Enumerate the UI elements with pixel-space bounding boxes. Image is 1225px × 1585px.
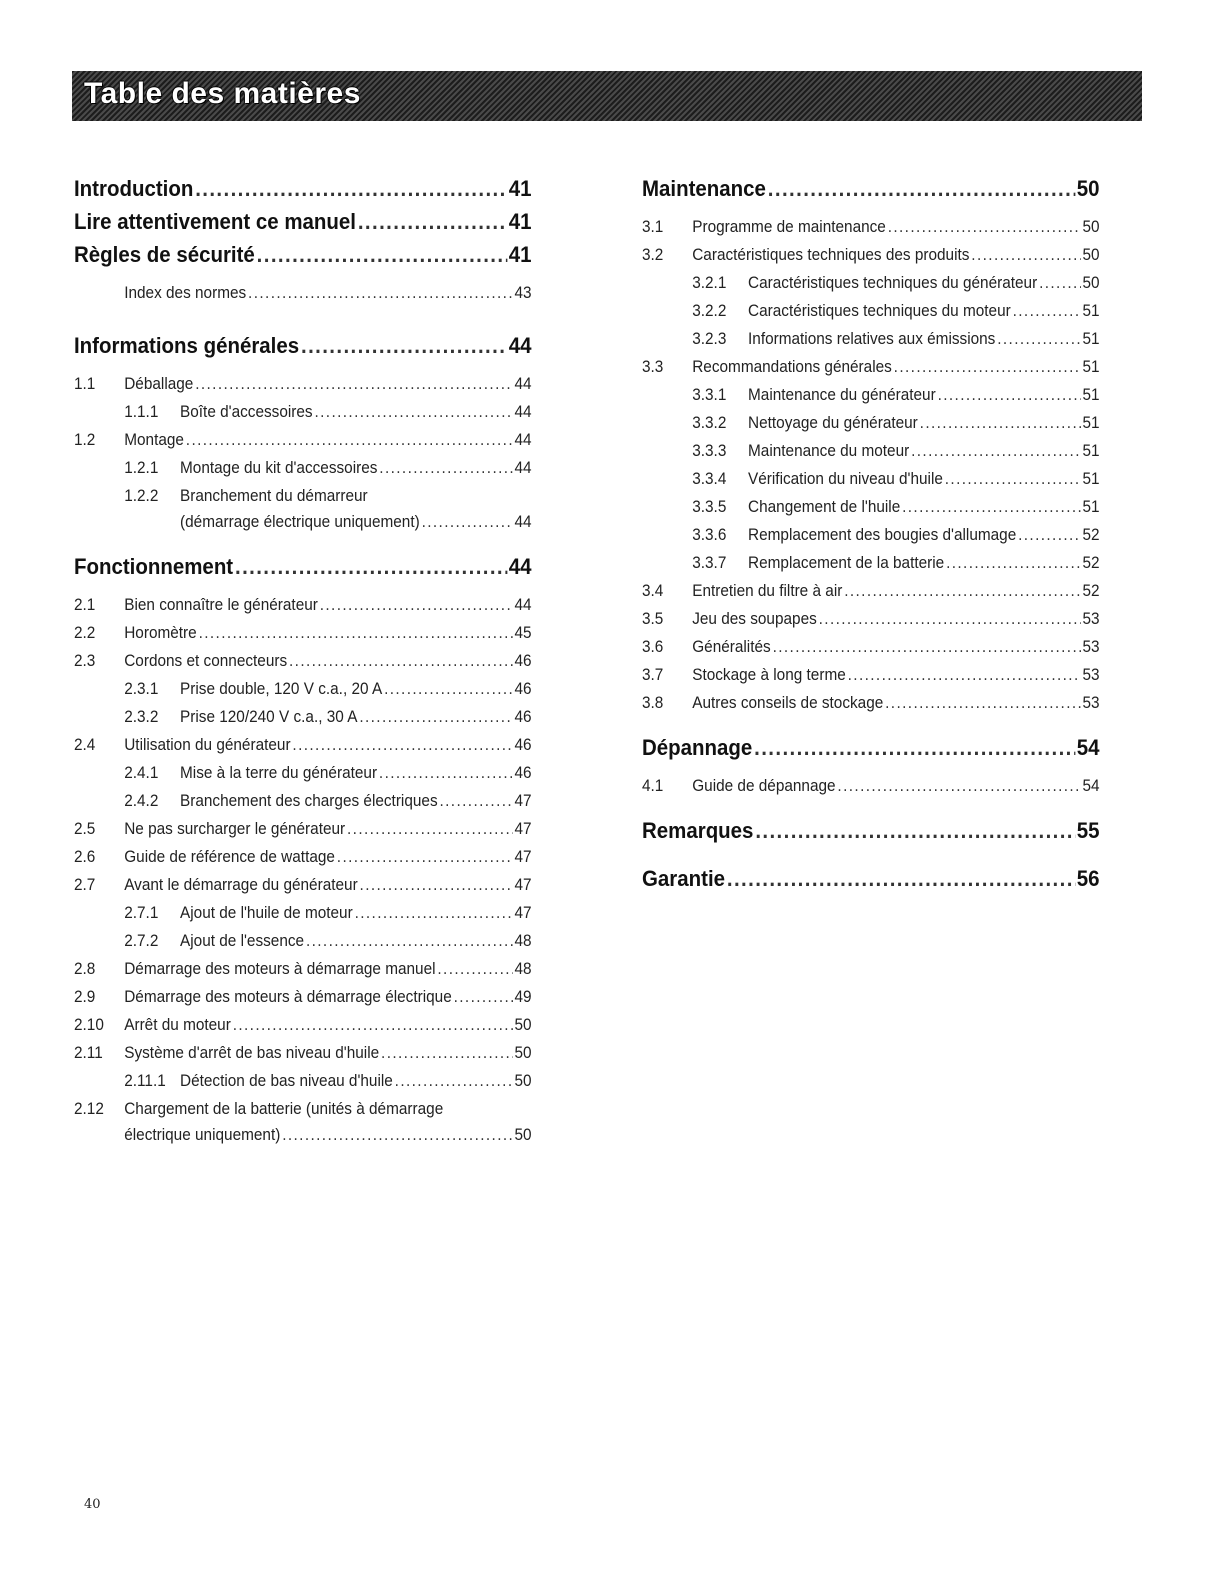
toc-entry[interactable]: [74, 783, 532, 811]
toc-entry-number: 2.11: [74, 1044, 103, 1062]
toc-entry-title: Règles de sécurité: [74, 242, 255, 267]
toc-leader-dots: [381, 1043, 513, 1063]
toc-entry-title: (démarrage électrique uniquement): [180, 513, 420, 531]
toc-entry-page: 49: [514, 988, 532, 1006]
toc-entry[interactable]: [74, 1035, 532, 1063]
toc-entry-number: 1.1.1: [124, 403, 159, 421]
toc-entry[interactable]: [74, 478, 532, 506]
toc-entry[interactable]: [74, 450, 532, 478]
toc-entry[interactable]: [642, 349, 1100, 377]
toc-leader-dots: [1039, 273, 1081, 293]
toc-leader-dots: [911, 441, 1081, 461]
toc-entry-title: Guide de dépannage: [692, 777, 836, 795]
toc-leader-dots: [395, 1071, 513, 1091]
toc-entry-number: 3.3.7: [692, 554, 727, 572]
toc-entry-title: Généralités: [692, 638, 771, 656]
toc-entry-page: 50: [514, 1126, 532, 1144]
toc-entry-page: 47: [514, 876, 532, 894]
toc-entry[interactable]: [74, 615, 532, 643]
toc-entry-title: Démarrage des moteurs à démarrage manuel: [124, 960, 436, 978]
toc-leader-dots: [257, 242, 507, 268]
toc-entry-number: 3.6: [642, 638, 664, 656]
toc-entry-title: Déballage: [124, 375, 194, 393]
toc-entry[interactable]: [642, 573, 1100, 601]
toc-leader-dots: [920, 413, 1081, 433]
toc-entry-number: 2.12: [74, 1100, 104, 1118]
toc-entry-title: Index des normes: [124, 284, 247, 302]
toc-entry[interactable]: [642, 433, 1100, 461]
toc-entry-title: Dépannage: [642, 735, 753, 760]
toc-entry[interactable]: [642, 377, 1100, 405]
toc-entry-title: Utilisation du générateur: [124, 736, 291, 754]
toc-entry-title: Lire attentivement ce manuel: [74, 209, 356, 234]
toc-entry-title: Fonctionnement: [74, 554, 234, 579]
toc-entry-page: 50: [1082, 246, 1100, 264]
toc-leader-dots: [379, 458, 512, 478]
toc-entry-number: 3.4: [642, 582, 664, 600]
toc-entry-page: 51: [1082, 442, 1100, 460]
toc-entry-title: Mise à la terre du générateur: [180, 764, 378, 782]
toc-leader-dots: [768, 176, 1075, 202]
toc-entry-number: 1.2.2: [124, 487, 159, 505]
toc-leader-dots: [422, 512, 513, 532]
toc-entry-lire-manuel[interactable]: [74, 209, 532, 235]
toc-entry-number: 2.3.1: [124, 680, 159, 698]
toc-leader-dots: [248, 283, 513, 303]
toc-entry[interactable]: [642, 237, 1100, 265]
toc-leader-dots: [773, 637, 1081, 657]
toc-leader-dots: [359, 707, 512, 727]
page-number: 40: [84, 1497, 101, 1512]
toc-entry-title: Nettoyage du générateur: [748, 414, 918, 432]
toc-leader-dots: [888, 217, 1081, 237]
toc-entry-page: 45: [514, 624, 532, 642]
toc-entry-title: Programme de maintenance: [692, 218, 886, 236]
toc-entry-title: Bien connaître le générateur: [124, 596, 318, 614]
toc-entry-number: 3.2: [642, 246, 664, 264]
toc-entry-title: Jeu des soupapes: [692, 610, 817, 628]
toc-entry[interactable]: [74, 587, 532, 615]
toc-entry-number: 3.3.1: [692, 386, 727, 404]
toc-entry[interactable]: [642, 517, 1100, 545]
toc-entry-title: Garantie: [642, 866, 726, 891]
toc-entry-number: 2.2: [74, 624, 96, 642]
toc-entry-title: Introduction: [74, 176, 194, 201]
toc-entry-number: 2.4.2: [124, 792, 159, 810]
toc-leader-dots: [235, 554, 507, 580]
toc-entry-number: 2.7.1: [124, 904, 159, 922]
toc-leader-dots: [289, 651, 513, 671]
toc-entry-page: 47: [514, 792, 532, 810]
toc-entry[interactable]: [74, 1091, 532, 1119]
toc-entry-title: Informations relatives aux émissions: [748, 330, 996, 348]
toc-entry-title: Arrêt du moteur: [124, 1016, 231, 1034]
toc-leader-dots: [938, 385, 1081, 405]
toc-entry-title: Remarques: [642, 818, 754, 843]
toc-entry[interactable]: [74, 394, 532, 422]
toc-entry-page: 53: [1082, 638, 1100, 656]
toc-entry[interactable]: [74, 1063, 532, 1091]
toc-entry[interactable]: [642, 768, 1100, 796]
toc-entry-page: 44: [514, 513, 532, 531]
toc-leader-dots: [902, 497, 1081, 517]
toc-leader-dots: [997, 329, 1080, 349]
toc-column-right: [642, 176, 1134, 899]
toc-entry-page: 48: [514, 960, 532, 978]
toc-entry-number: 2.9: [74, 988, 96, 1006]
toc-entry[interactable]: [74, 951, 532, 979]
toc-entry-number: 1.1: [74, 375, 96, 393]
toc-entry-page: 52: [1082, 554, 1100, 572]
toc-entry-title: Boîte d'accessoires: [180, 403, 313, 421]
toc-entry-page: 46: [514, 680, 532, 698]
toc-entry[interactable]: [74, 895, 532, 923]
toc-leader-dots: [439, 791, 512, 811]
toc-leader-dots: [314, 402, 512, 422]
toc-entry-page: 47: [514, 904, 532, 922]
toc-leader-dots: [320, 595, 513, 615]
toc-entry-page: 47: [514, 820, 532, 838]
toc-entry-title: Branchement des charges électriques: [180, 792, 438, 810]
toc-leader-dots: [347, 819, 513, 839]
toc-leader-dots: [727, 866, 1075, 892]
toc-leader-dots: [301, 333, 507, 359]
toc-leader-dots: [337, 847, 513, 867]
toc-leader-dots: [306, 931, 513, 951]
toc-entry-number: 3.2.3: [692, 330, 727, 348]
toc-entry[interactable]: [642, 657, 1100, 685]
toc-entry-continuation[interactable]: [74, 1119, 532, 1145]
toc-entry-number: 3.3.4: [692, 470, 727, 488]
toc-entry-title: électrique uniquement): [124, 1126, 281, 1144]
toc-entry[interactable]: [74, 727, 532, 755]
toc-entry-title: Guide de référence de wattage: [124, 848, 335, 866]
toc-entry-page: 50: [1076, 176, 1100, 201]
toc-entry[interactable]: [642, 265, 1100, 293]
toc-leader-dots: [358, 209, 507, 235]
toc-entry-page: 50: [514, 1016, 532, 1034]
toc-entry-regles-securite[interactable]: [74, 242, 532, 268]
toc-entry-page: 55: [1076, 818, 1100, 843]
toc-entry[interactable]: [74, 422, 532, 450]
toc-entry[interactable]: [74, 1007, 532, 1035]
toc-entry-title: Démarrage des moteurs à démarrage électrique: [124, 988, 452, 1006]
toc-entry-title: Chargement de la batterie (unités à démarrage: [124, 1100, 444, 1118]
toc-entry[interactable]: [642, 545, 1100, 573]
toc-entry-page: 41: [508, 242, 532, 267]
toc-entry-title: Changement de l'huile: [748, 498, 901, 516]
toc-entry-page: 46: [514, 736, 532, 754]
toc-entry-page: 51: [1082, 302, 1100, 320]
toc-entry-number: 2.3: [74, 652, 96, 670]
toc-entry[interactable]: [74, 811, 532, 839]
toc-entry-fonctionnement[interactable]: [74, 554, 532, 580]
toc-entry[interactable]: [642, 685, 1100, 713]
toc-entry-title: Caractéristiques techniques des produits: [692, 246, 970, 264]
toc-entry-title: Détection de bas niveau d'huile: [180, 1072, 393, 1090]
toc-leader-dots: [971, 245, 1080, 265]
toc-entry-page: 54: [1076, 735, 1100, 760]
toc-leader-dots: [946, 553, 1081, 573]
toc-leader-dots: [282, 1125, 512, 1145]
toc-entry-title: Maintenance du générateur: [748, 386, 936, 404]
toc-entry-page: 50: [1082, 218, 1100, 236]
toc-leader-dots: [384, 679, 513, 699]
toc-entry[interactable]: [642, 629, 1100, 657]
toc-entry-page: 53: [1082, 610, 1100, 628]
toc-entry-garantie[interactable]: [642, 866, 1100, 892]
toc-entry-title: Caractéristiques techniques du moteur: [748, 302, 1011, 320]
toc-entry-remarques[interactable]: [642, 818, 1100, 844]
toc-entry-number: 3.2.2: [692, 302, 727, 320]
toc-entry-page: 43: [514, 284, 532, 302]
toc-entry-number: 3.5: [642, 610, 664, 628]
toc-leader-dots: [1018, 525, 1081, 545]
toc-entry-title: Système d'arrêt de bas niveau d'huile: [124, 1044, 380, 1062]
toc-entry-number: 2.7.2: [124, 932, 159, 950]
toc-entry-page: 46: [514, 708, 532, 726]
toc-entry[interactable]: [74, 366, 532, 394]
toc-entry[interactable]: [74, 643, 532, 671]
toc-entry-title: Caractéristiques techniques du générateur: [748, 274, 1038, 292]
title-banner: [72, 71, 1142, 121]
toc-entry-title: Horomètre: [124, 624, 197, 642]
toc-entry-page: 54: [1082, 777, 1100, 795]
toc-leader-dots: [454, 987, 513, 1007]
page-title: Table des matières: [84, 77, 361, 110]
toc-entry-page: 41: [508, 209, 532, 234]
toc-leader-dots: [233, 1015, 513, 1035]
toc-entry-number: 3.3.3: [692, 442, 727, 460]
toc-leader-dots: [360, 875, 513, 895]
toc-entry-number: 3.8: [642, 694, 664, 712]
toc-entry-page: 48: [514, 932, 532, 950]
toc-entry-title: Informations générales: [74, 333, 300, 358]
toc-entry-page: 53: [1082, 694, 1100, 712]
toc-entry[interactable]: [74, 979, 532, 1007]
toc-entry-page: 50: [514, 1044, 532, 1062]
toc-entry[interactable]: [74, 923, 532, 951]
toc-entry-number: 3.2.1: [692, 274, 727, 292]
toc-entry-title: Cordons et connecteurs: [124, 652, 288, 670]
toc-leader-dots: [1013, 301, 1081, 321]
toc-entry[interactable]: [74, 671, 532, 699]
toc-entry-page: 44: [514, 375, 532, 393]
toc-entry-page: 52: [1082, 582, 1100, 600]
toc-entry-page: 50: [514, 1072, 532, 1090]
toc-entry-title: Entretien du filtre à air: [692, 582, 843, 600]
toc-entry-number: 3.3.5: [692, 498, 727, 516]
toc-entry-page: 51: [1082, 470, 1100, 488]
toc-entry-page: 56: [1076, 866, 1100, 891]
toc-entry-number: 1.2: [74, 431, 96, 449]
toc-entry-page: 53: [1082, 666, 1100, 684]
toc-leader-dots: [885, 693, 1080, 713]
toc-leader-dots: [195, 374, 512, 394]
toc-leader-dots: [379, 763, 513, 783]
toc-entry-title: Remplacement de la batterie: [748, 554, 945, 572]
toc-entry[interactable]: [642, 321, 1100, 349]
toc-leader-dots: [894, 357, 1081, 377]
toc-entry-title: Vérification du niveau d'huile: [748, 470, 943, 488]
toc-entry-title: Recommandations générales: [692, 358, 892, 376]
toc-leader-dots: [819, 609, 1081, 629]
toc-entry-page: 50: [1082, 274, 1100, 292]
toc-entry-page: 51: [1082, 358, 1100, 376]
toc-entry[interactable]: [642, 405, 1100, 433]
toc-entry-page: 47: [514, 848, 532, 866]
toc-entry-informations-generales[interactable]: [74, 333, 532, 359]
toc-column-left: [74, 176, 566, 1145]
toc-entry-number: 4.1: [642, 777, 664, 795]
toc-entry-number: 2.3.2: [124, 708, 159, 726]
toc-entry-number: 3.3.6: [692, 526, 727, 544]
toc-entry-title: Stockage à long terme: [692, 666, 846, 684]
toc-entry[interactable]: [74, 867, 532, 895]
toc-entry-number: 2.4.1: [124, 764, 159, 782]
toc-entry-title: Branchement du démarreur: [180, 487, 368, 505]
toc-entry[interactable]: [642, 461, 1100, 489]
toc-leader-dots: [755, 818, 1075, 844]
toc-entry-page: 41: [508, 176, 532, 201]
toc-entry-title: Montage du kit d'accessoires: [180, 459, 378, 477]
toc-entry-title: Montage: [124, 431, 184, 449]
toc-entry-page: 51: [1082, 414, 1100, 432]
toc-entry-number: 3.7: [642, 666, 664, 684]
toc-entry-page: 44: [508, 554, 532, 579]
toc-entry-title: Remplacement des bougies d'allumage: [748, 526, 1017, 544]
toc-entry-number: 2.10: [74, 1016, 104, 1034]
toc-entry[interactable]: [74, 755, 532, 783]
toc-entry-introduction[interactable]: [74, 176, 532, 202]
toc-entry-page: 44: [514, 431, 532, 449]
toc-entry-title: Avant le démarrage du générateur: [124, 876, 358, 894]
toc-entry-page: 51: [1082, 498, 1100, 516]
toc-entry-number: 2.4: [74, 736, 96, 754]
toc-leader-dots: [844, 581, 1080, 601]
toc-entry[interactable]: [642, 209, 1100, 237]
toc-entry-number: 3.3: [642, 358, 664, 376]
toc-entry-index-normes[interactable]: [74, 275, 532, 303]
toc-entry-page: 44: [514, 403, 532, 421]
toc-leader-dots: [292, 735, 512, 755]
toc-entry-number: 2.6: [74, 848, 96, 866]
toc-entry-page: 44: [508, 333, 532, 358]
toc-entry-number: 2.11.1: [124, 1072, 166, 1090]
toc-entry-number: 2.1: [74, 596, 96, 614]
toc-entry[interactable]: [74, 839, 532, 867]
toc-entry[interactable]: [74, 699, 532, 727]
toc-entry-number: 2.8: [74, 960, 96, 978]
toc-entry[interactable]: [642, 293, 1100, 321]
toc-entry-title: Prise 120/240 V c.a., 30 A: [180, 708, 358, 726]
toc-entry-number: 2.5: [74, 820, 96, 838]
toc-entry-title: Prise double, 120 V c.a., 20 A: [180, 680, 383, 698]
toc-leader-dots: [945, 469, 1081, 489]
toc-entry-title: Ne pas surcharger le générateur: [124, 820, 346, 838]
toc-leader-dots: [437, 959, 512, 979]
toc-entry-maintenance[interactable]: [642, 176, 1100, 202]
toc-leader-dots: [186, 430, 513, 450]
toc-entry-title: Maintenance du moteur: [748, 442, 910, 460]
toc-entry-number: 3.1: [642, 218, 664, 236]
toc-entry[interactable]: [642, 489, 1100, 517]
toc-entry-page: 46: [514, 652, 532, 670]
toc-entry-page: 52: [1082, 526, 1100, 544]
toc-entry-page: 44: [514, 459, 532, 477]
toc-entry-page: 46: [514, 764, 532, 782]
toc-leader-dots: [199, 623, 513, 643]
toc-entry-title: Ajout de l'essence: [180, 932, 305, 950]
toc-entry-number: 3.3.2: [692, 414, 727, 432]
toc-leader-dots: [195, 176, 507, 202]
toc-entry-number: 2.7: [74, 876, 96, 894]
toc-entry-continuation[interactable]: [74, 506, 532, 532]
toc-entry-title: Maintenance: [642, 176, 766, 201]
toc-entry-page: 51: [1082, 386, 1100, 404]
toc-entry-number: 1.2.1: [124, 459, 159, 477]
toc-entry-title: Autres conseils de stockage: [692, 694, 884, 712]
toc-leader-dots: [848, 665, 1081, 685]
toc-entry-page: 44: [514, 596, 532, 614]
toc-entry-depannage[interactable]: [642, 735, 1100, 761]
toc-entry-title: Ajout de l'huile de moteur: [180, 904, 353, 922]
toc-entry[interactable]: [642, 601, 1100, 629]
toc-leader-dots: [837, 776, 1080, 796]
toc-leader-dots: [754, 735, 1075, 761]
toc-leader-dots: [355, 903, 513, 923]
toc-entry-page: 51: [1082, 330, 1100, 348]
